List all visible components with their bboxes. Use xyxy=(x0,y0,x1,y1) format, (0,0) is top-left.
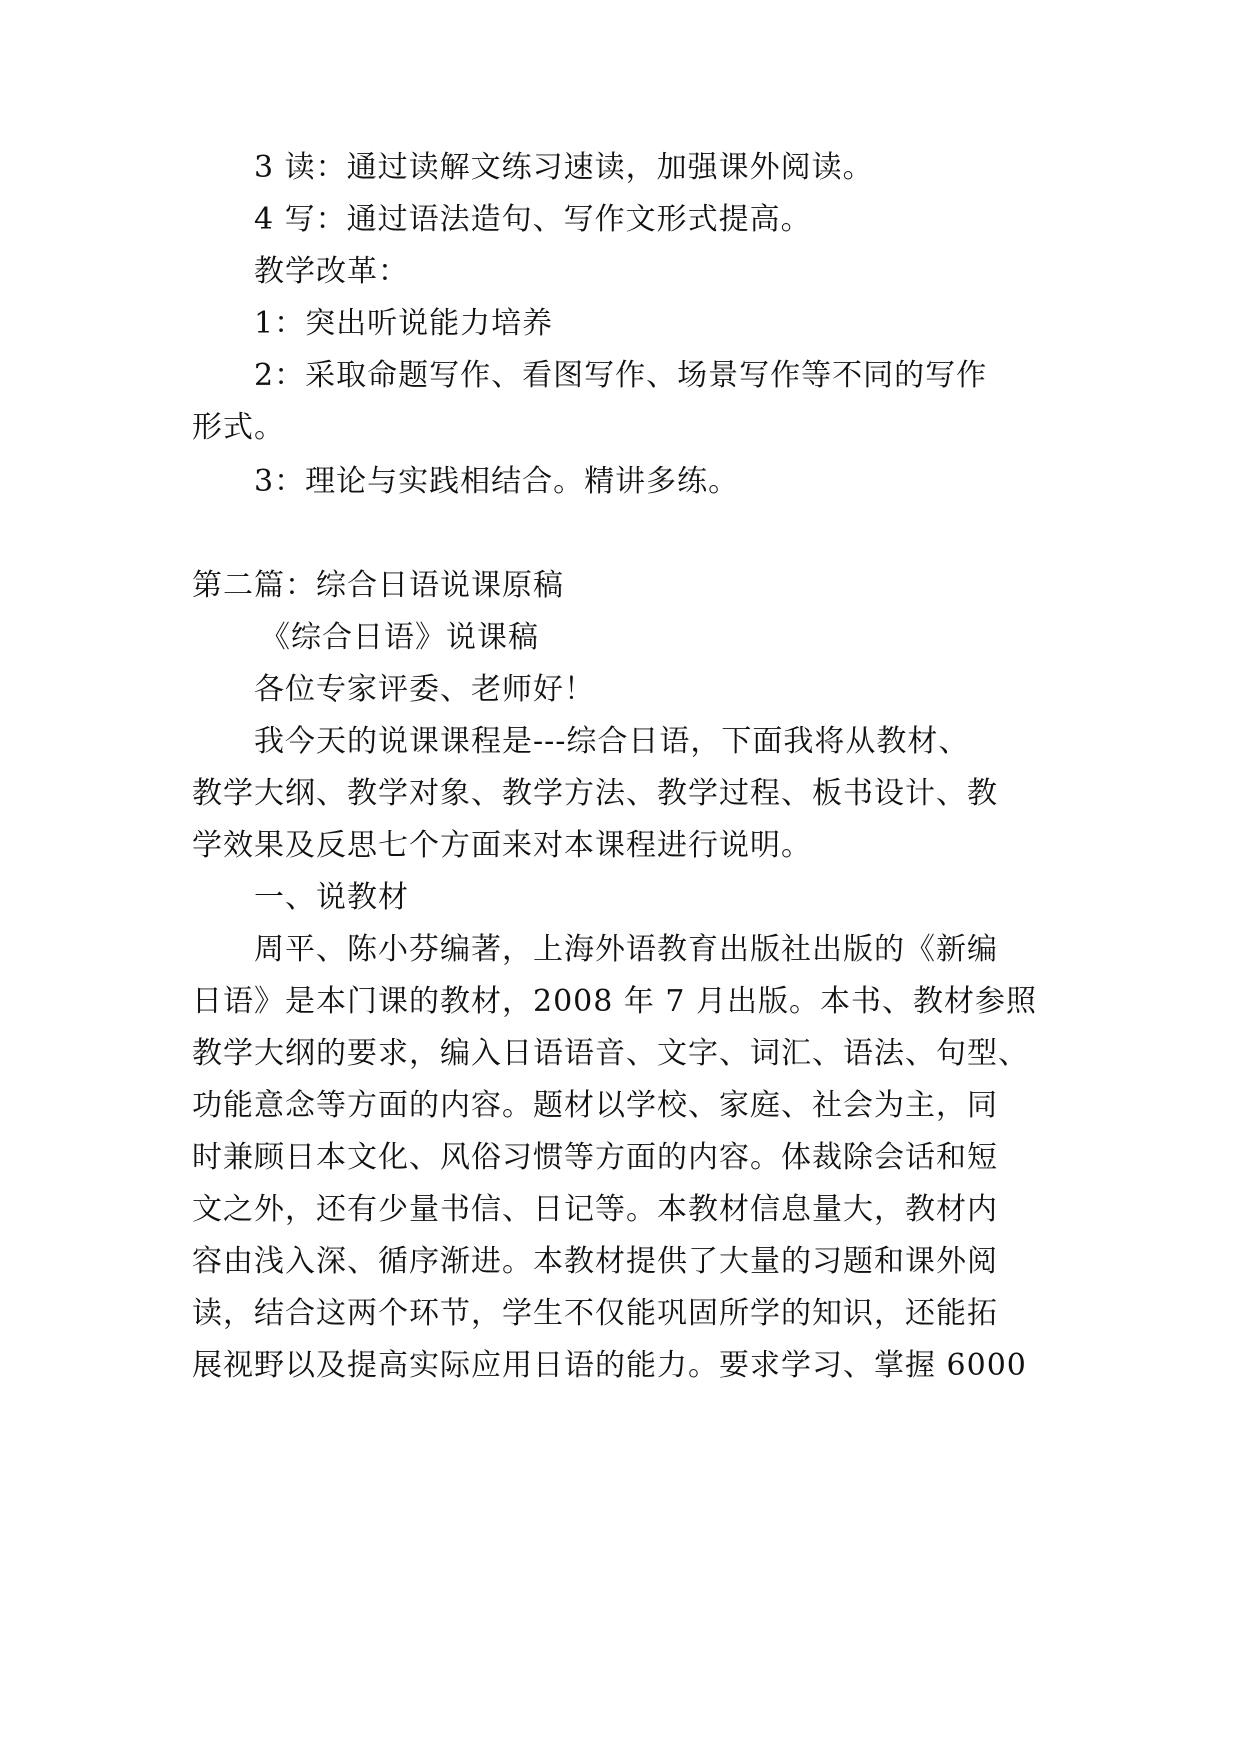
body-line-5: 时兼顾日本文化、风俗习惯等方面的内容。体裁除会话和短 xyxy=(192,1140,998,1175)
reform-item-2: 2：采取命题写作、看图写作、场景写作等不同的写作 xyxy=(254,358,988,393)
body-line-3: 教学大纲的要求，编入日语语音、文字、词汇、语法、句型、 xyxy=(192,1036,1029,1071)
body-line-7: 容由浅入深、循序渐进。本教材提供了大量的习题和课外阅 xyxy=(192,1244,998,1279)
body-line-6: 文之外，还有少量书信、日记等。本教材信息量大，教材内 xyxy=(192,1192,998,1227)
body-line-9: 展视野以及提高实际应用日语的能力。要求学习、掌握 6000 xyxy=(192,1348,1027,1383)
reform-item-3: 3：理论与实践相结合。精讲多练。 xyxy=(254,464,740,499)
body-line-1: 周平、陈小芬编著，上海外语教育出版社出版的《新编 xyxy=(254,932,998,967)
body-line-4: 功能意念等方面的内容。题材以学校、家庭、社会为主，同 xyxy=(192,1088,998,1123)
reform-item-2-continued: 形式。 xyxy=(192,410,285,445)
body-line-2: 日语》是本门课的教材，2008 年 7 月出版。本书、教材参照 xyxy=(192,984,1038,1019)
intro-line-1: 我今天的说课课程是---综合日语，下面我将从教材、 xyxy=(254,724,970,759)
greeting: 各位专家评委、老师好！ xyxy=(254,672,595,707)
section-heading: 第二篇：综合日语说课原稿 xyxy=(192,568,564,603)
intro-line-3: 学效果及反思七个方面来对本课程进行说明。 xyxy=(192,828,812,863)
body-line-8: 读，结合这两个环节，学生不仅能巩固所学的知识，还能拓 xyxy=(192,1296,998,1331)
reform-heading: 教学改革： xyxy=(254,254,409,289)
document-title: 《综合日语》说课稿 xyxy=(260,620,539,655)
paragraph-write: 4 写：通过语法造句、写作文形式提高。 xyxy=(254,202,812,237)
sub-heading-textbook: 一、说教材 xyxy=(254,880,409,915)
paragraph-read: 3 读：通过读解文练习速读，加强课外阅读。 xyxy=(254,150,874,185)
reform-item-1: 1：突出听说能力培养 xyxy=(254,306,554,341)
intro-line-2: 教学大纲、教学对象、教学方法、教学过程、板书设计、教 xyxy=(192,776,998,811)
